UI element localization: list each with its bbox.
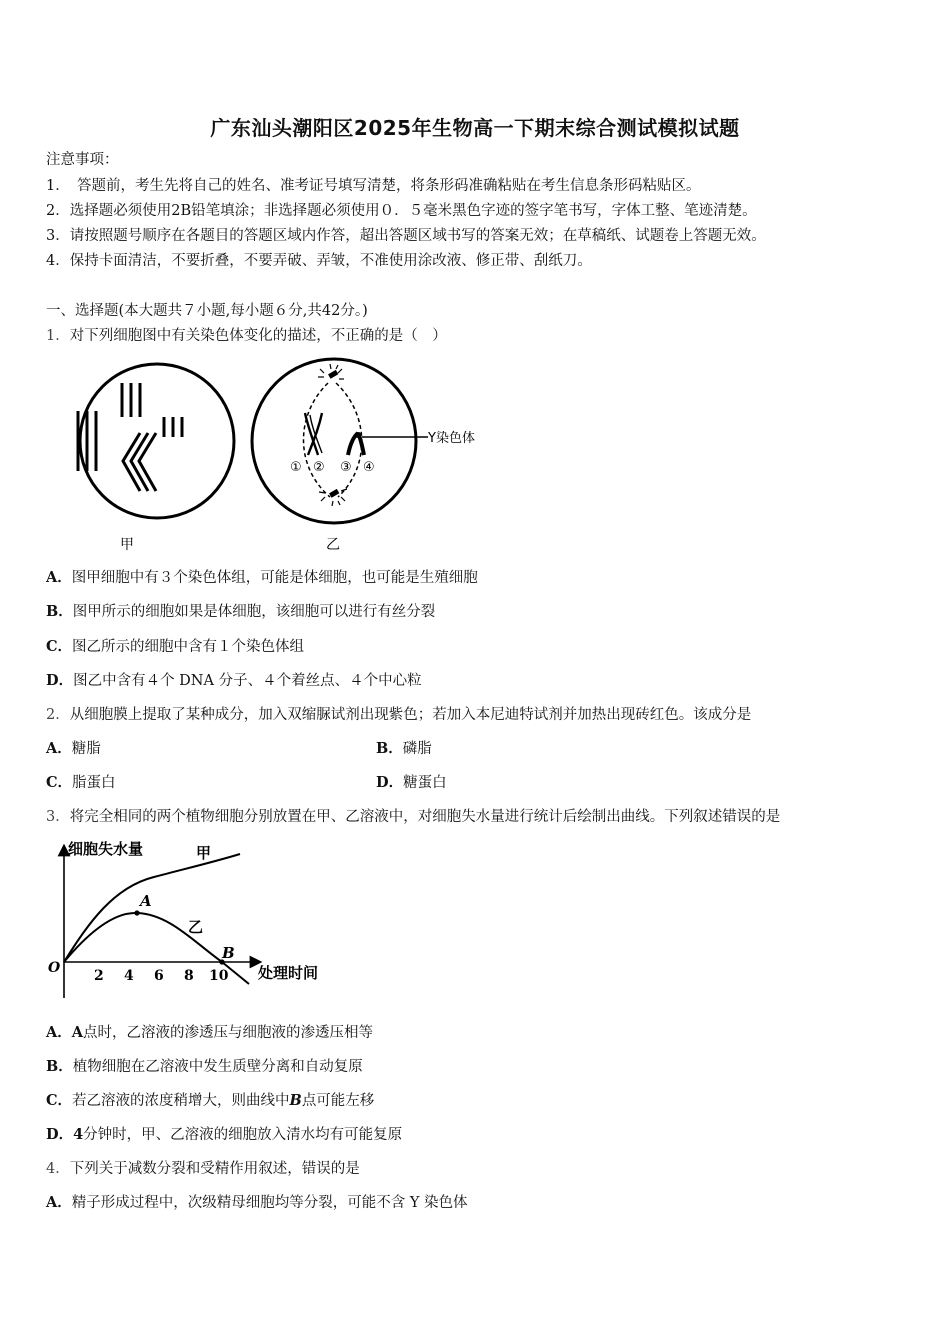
centriole-top	[318, 364, 344, 379]
notice-item-1: 1． 答题前，考生先将自己的姓名、准考证号填写清楚，将条形码准确粘贴在考生信息条形码粘贴区。	[46, 178, 701, 194]
question-1-stem	[46, 326, 447, 346]
origin-label: O	[48, 960, 61, 976]
point-a-label: A	[140, 892, 152, 910]
cell-jia-outline	[80, 364, 234, 518]
marker-1: ①	[290, 460, 302, 475]
question-text: 对下列细胞图中有关染色体变化的描述，不正确的是（ ）	[69, 328, 447, 344]
question-text: 从细胞膜上提取了某种成分，加入双缩脲试剂出现紫色；若加入本尼迪特试剂并加热出现砖红色。该成分是	[69, 707, 752, 723]
notice-heading: 注意事项：	[46, 152, 119, 168]
marker-4: ④	[363, 460, 375, 475]
x-axis-label: 处理时间	[258, 964, 319, 982]
q3-option-d: D．4分钟时，甲、乙溶液的细胞放入清水均有可能复原	[46, 1126, 403, 1143]
q2-option-d: D．糖蛋白	[376, 774, 447, 791]
curve-jia	[64, 854, 240, 962]
question-2-stem	[46, 705, 751, 725]
chromosome-pair-12	[305, 413, 322, 455]
q1-option-c: C．图乙所示的细胞中含有１个染色体组	[46, 638, 305, 655]
tick-2: 2	[94, 968, 104, 984]
q2-option-b: B．磷脂	[376, 740, 432, 757]
cell-yi-outline	[252, 359, 416, 523]
water-loss-chart	[44, 832, 344, 1002]
notice-item-2: 2．选择题必须使用2B铅笔填涂；非选择题必须使用０．５毫米黑色字迹的签字笔书写，字体工整、笔迹清楚。	[46, 203, 757, 219]
y-axis-label: 细胞失水量	[68, 840, 144, 858]
question-text: 下列关于减数分裂和受精作用叙述，错误的是	[69, 1161, 360, 1177]
curve-jia-label: 甲	[196, 844, 212, 862]
question-1-figure	[40, 355, 510, 560]
q1-option-b: B．图甲所示的细胞如果是体细胞，该细胞可以进行有丝分裂	[46, 603, 436, 620]
question-number: 2．	[46, 707, 70, 723]
marker-2: ②	[313, 460, 325, 475]
notice-item-4: 4．保持卡面清洁，不要折叠，不要弄破、弄皱，不准使用涂改液、修正带、刮纸刀。	[46, 253, 592, 269]
tick-8: 8	[184, 968, 194, 984]
tick-10: 10	[209, 968, 229, 984]
marker-3: ③	[340, 460, 352, 475]
point-a	[134, 910, 139, 915]
x-ticks	[94, 968, 229, 984]
question-number: 3．	[46, 809, 70, 825]
q3-option-a: A．A点时，乙溶液的渗透压与细胞液的渗透压相等	[46, 1024, 374, 1041]
label-jia: 甲	[120, 537, 134, 553]
q3-option-c: C．若乙溶液的浓度稍增大，则曲线中B点可能左移	[46, 1092, 375, 1109]
question-3-stem	[46, 807, 780, 827]
tick-4: 4	[124, 968, 134, 984]
q1-option-d: D．图乙中含有４个 DNA 分子、４个着丝点、４个中心粒	[46, 672, 422, 689]
section-heading: 一、选择题(本大题共７小题,每小题６分,共42分。)	[46, 303, 368, 319]
question-number: 1．	[46, 328, 70, 344]
notice-item-3: 3．请按照题号顺序在各题目的答题区域内作答，超出答题区域书写的答案无效；在草稿纸、试题卷上答题无效。	[46, 228, 766, 244]
q1-option-a: A．图甲细胞中有３个染色体组，可能是体细胞，也可能是生殖细胞	[46, 569, 478, 586]
cell-diagram	[40, 355, 510, 560]
curve-yi-label: 乙	[188, 918, 204, 936]
tick-6: 6	[154, 968, 164, 984]
question-3-chart	[44, 832, 344, 1002]
q2-option-c: C．脂蛋白	[46, 774, 116, 791]
q4-option-a: A．精子形成过程中，次级精母细胞均等分裂，可能不含 Y 染色体	[46, 1194, 468, 1211]
question-text: 将完全相同的两个植物细胞分别放置在甲、乙溶液中，对细胞失水量进行统计后绘制出曲线。下列叙述错误的是	[69, 809, 781, 825]
point-b-label: B	[222, 944, 235, 962]
page-title: 广东汕头潮阳区2025年生物高一下期末综合测试模拟试题	[210, 116, 740, 140]
question-4-stem	[46, 1159, 360, 1179]
chromosome-markers	[290, 460, 375, 475]
question-number: 4．	[46, 1161, 70, 1177]
q2-option-a: A．糖脂	[46, 740, 101, 757]
y-chromosome-label: Y染色体	[428, 431, 475, 446]
label-yi: 乙	[326, 537, 340, 553]
q3-option-b: B．植物细胞在乙溶液中发生质壁分离和自动复原	[46, 1058, 363, 1075]
